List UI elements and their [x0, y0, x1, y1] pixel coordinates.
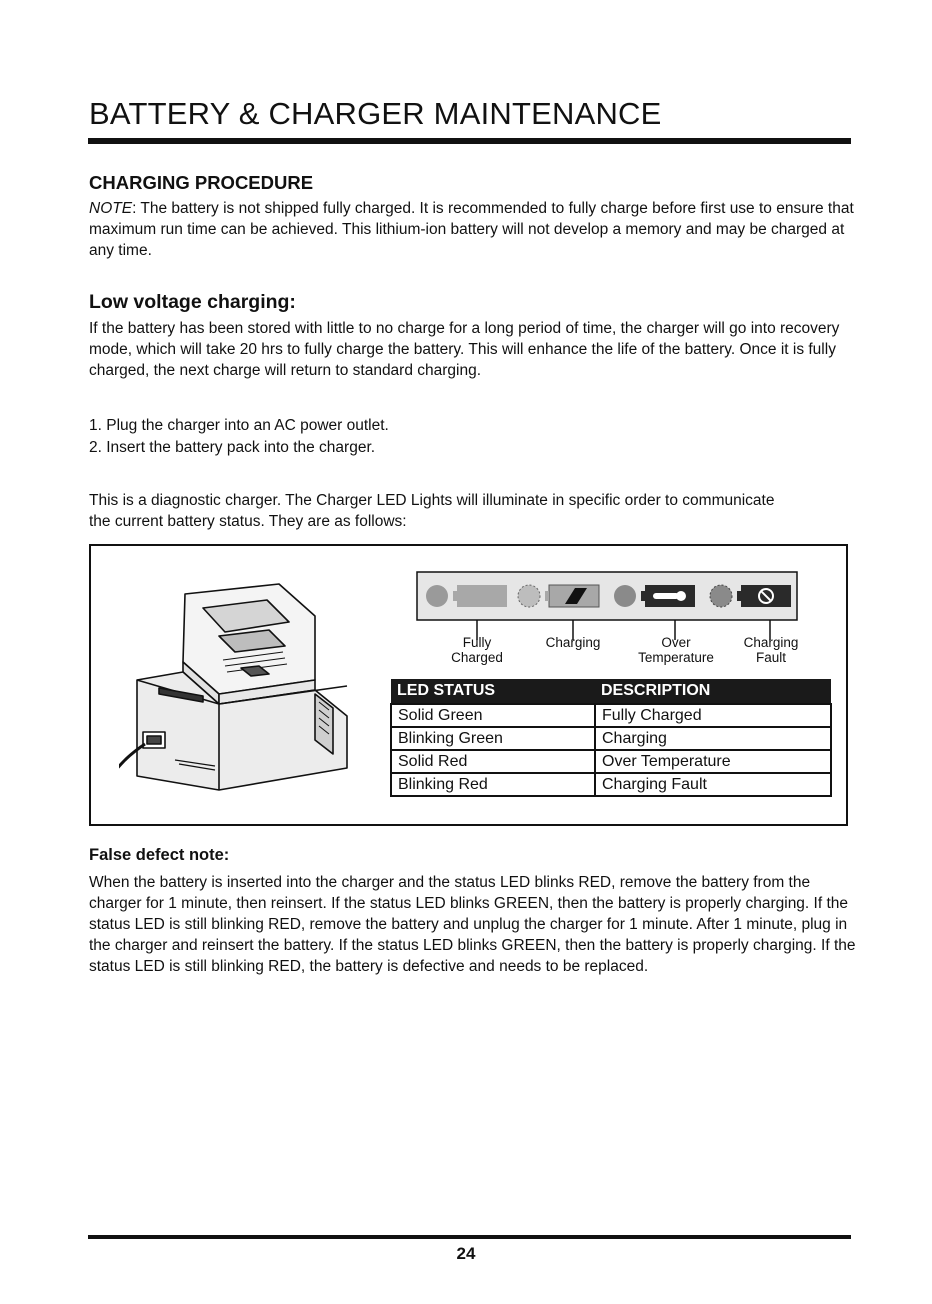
- description-cell: Charging Fault: [595, 773, 831, 796]
- solid-green-led-icon: [426, 585, 448, 607]
- table-row: [391, 727, 831, 750]
- charging-note-paragraph: [89, 198, 854, 261]
- solid-red-led-icon: [614, 585, 636, 607]
- led-status-header: LED STATUS: [391, 679, 595, 704]
- led-label-line: Over: [661, 635, 691, 650]
- led-status-cell: Solid Green: [391, 704, 595, 727]
- low-voltage-heading: Low voltage charging:: [89, 291, 296, 313]
- charging-label: [533, 635, 613, 650]
- low-voltage-paragraph: If the battery has been stored with little to no charge for a long period of time, the charger will go into recovery mode, which will take 20 hrs to fully charge the battery. This will enhance the life of the battery. Once it is fully charged, the next charge will return to standard charging.: [89, 320, 840, 379]
- led-status-cell: Blinking Red: [391, 773, 595, 796]
- led-indicator-strip: [415, 570, 801, 642]
- led-label-line: Fault: [755, 650, 786, 665]
- description-cell: Charging: [595, 727, 831, 750]
- diagnostic-paragraph: This is a diagnostic charger. The Charger LED Lights will illuminate in specific order to communicate the current battery status. They are as follows:: [89, 492, 775, 530]
- false-defect-heading: False defect note:: [89, 846, 230, 864]
- table-row: [391, 750, 831, 773]
- charging-fault-label: [731, 635, 811, 665]
- led-label-line: Fully: [462, 635, 492, 650]
- table-row: [391, 773, 831, 796]
- led-label-line: Charging: [743, 635, 799, 650]
- footer-rule: [88, 1235, 851, 1239]
- description-cell: Over Temperature: [595, 750, 831, 773]
- over-temperature-label: [626, 635, 726, 665]
- page-number: 24: [456, 1244, 476, 1263]
- table-row: [391, 704, 831, 727]
- charging-steps-list: [89, 415, 789, 459]
- description-header: DESCRIPTION: [595, 679, 831, 704]
- blinking-red-led-icon: [710, 585, 732, 607]
- led-label-line: Temperature: [638, 650, 714, 665]
- charger-illustration: [119, 576, 359, 796]
- led-status-cell: Blinking Green: [391, 727, 595, 750]
- led-label-line: Charging: [545, 635, 601, 650]
- led-diagram-box: [89, 544, 848, 826]
- list-item: 2. Insert the battery pack into the charger.: [89, 439, 376, 456]
- led-label-line: Charged: [451, 650, 503, 665]
- charging-procedure-heading: CHARGING PROCEDURE: [89, 172, 314, 193]
- led-status-table: [390, 679, 832, 797]
- page-title: BATTERY & CHARGER MAINTENANCE: [89, 96, 662, 131]
- blinking-green-led-icon: [518, 585, 540, 607]
- description-cell: Fully Charged: [595, 704, 831, 727]
- led-status-cell: Solid Red: [391, 750, 595, 773]
- fully-charged-label: [437, 635, 517, 665]
- table-header-row: [391, 679, 831, 704]
- note-label: NOTE: [89, 200, 133, 217]
- note-text: : The battery is not shipped fully charged. It is recommended to fully charge before first use to ensure that maximum run time can be achieved. This lithium-ion battery will not develop a memory and may be charged at any time.: [89, 200, 854, 259]
- false-defect-paragraph: When the battery is inserted into the charger and the status LED blinks RED, remove the battery from the charger for 1 minute, then reinsert. If the status LED blinks GREEN, then the battery is properly charging. If the status LED is still blinking RED, remove the battery and unplug the charger for 1 minute. After 1 minute, plug in the charger and reinsert the battery. If the status LED blinks GREEN, then the battery is properly charging. If the status LED is still blinking RED, the battery is defective and needs to be replaced.: [89, 874, 856, 975]
- list-item: 1. Plug the charger into an AC power outlet.: [89, 417, 389, 434]
- full-battery-icon: [457, 585, 507, 607]
- title-rule: [88, 138, 851, 144]
